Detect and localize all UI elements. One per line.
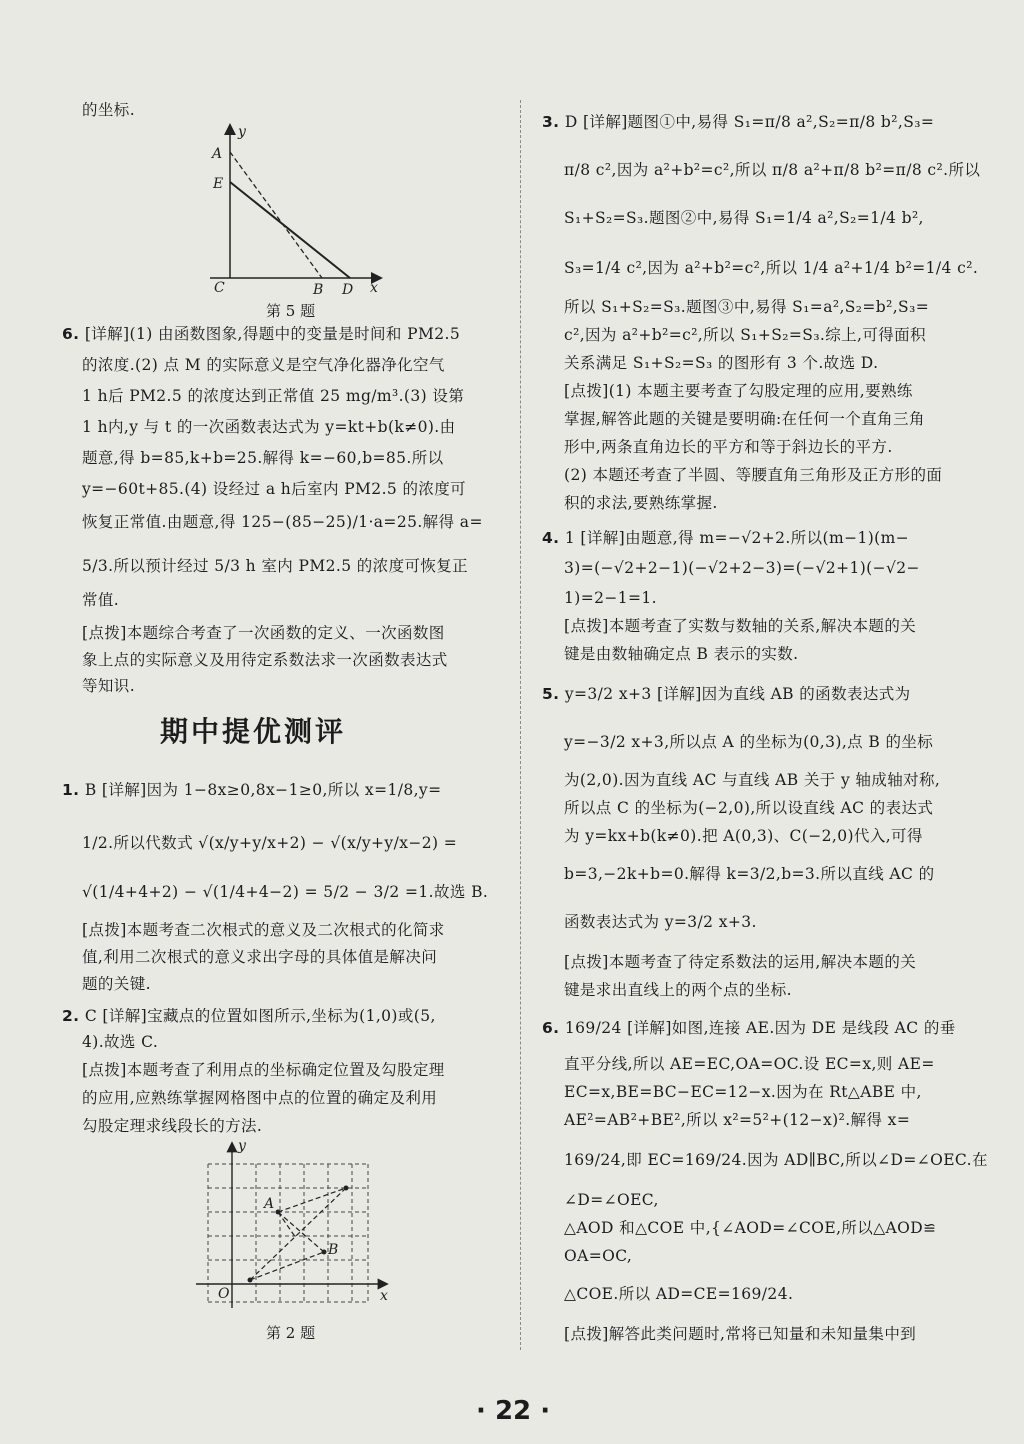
point-treasure (344, 1186, 349, 1191)
line-text: [点拨]本题考查了待定系数法的运用,解决本题的关 (564, 953, 917, 971)
figure-5-graph (196, 118, 396, 298)
line-text: 为(2,0).因为直线 AC 与直线 AB 关于 y 轴成轴对称, (564, 771, 941, 789)
line-text: S₃=1/4 c²,因为 a²+b²=c²,所以 1/4 a²+1/4 b²=1/4 c². (564, 259, 979, 277)
line-text: 的浓度.(2) 点 M 的实际意义是空气净化器净化空气 (82, 356, 445, 374)
line-text: 关系满足 S₁+S₂=S₃ 的图形有 3 个.故选 D. (564, 354, 879, 372)
q-number: 4. (542, 529, 560, 547)
line-text: [点拨]本题考查了实数与数轴的关系,解决本题的关 (564, 617, 917, 635)
column-divider (520, 100, 521, 1350)
line-text: 的应用,应熟练掌握网格图中点的位置的确定及利用 (82, 1089, 438, 1107)
line-text: EC=x,BE=BC−EC=12−x.因为在 Rt△ABE 中, (564, 1083, 922, 1101)
line-text: 169/24,即 EC=169/24.因为 AD∥BC,所以∠D=∠OEC.在 (564, 1151, 988, 1169)
point-B-label: B (328, 1242, 339, 1258)
line-text: [详解](1) 由函数图象,得题中的变量是时间和 PM2.5 (84, 325, 461, 343)
page-number (476, 1396, 550, 1426)
line-text: 3)=(−√2+2−1)(−√2+2−3)=(−√2+1)(−√2− (564, 559, 920, 577)
line-text: 所以 S₁+S₂=S₃.题图③中,易得 S₁=a²,S₂=b²,S₃= (564, 298, 930, 316)
line-text: 形中,两条直角边长的平方和等于斜边长的平方. (564, 438, 893, 456)
line-text: 为 y=kx+b(k≠0).把 A(0,3)、C(−2,0)代入,可得 (564, 827, 923, 845)
q-number: 6. (542, 1019, 560, 1037)
line-text: y=−3/2 x+3,所以点 A 的坐标为(0,3),点 B 的坐标 (564, 733, 934, 751)
line-text: [点拨]本题考查了利用点的坐标确定位置及勾股定理 (82, 1061, 445, 1079)
line-text: [点拨]本题综合考查了一次函数的定义、一次函数图 (82, 624, 445, 642)
point-D-label: D (342, 282, 354, 298)
line-text: y=3/2 x+3 [详解]因为直线 AB 的函数表达式为 (564, 685, 911, 703)
axis-y-label: y (238, 1138, 246, 1154)
point-B (322, 1250, 327, 1255)
line-text: 1)=2−1=1. (564, 589, 657, 607)
line-text: 值,利用二次根式的意义求出字母的具体值是解决问 (82, 948, 438, 966)
line-text: [点拨]本题考查二次根式的意义及二次根式的化简求 (82, 921, 445, 939)
q-number: 1. (62, 781, 80, 799)
line-text: 1/2.所以代数式 √(x/y+y/x+2) − √(x/y+y/x−2) = (82, 834, 458, 852)
figure-2-caption: 第 2 题 (266, 1324, 316, 1342)
figure-2-grid (186, 1138, 396, 1318)
point-A (276, 1210, 281, 1215)
line-text: S₁+S₂=S₃.题图②中,易得 S₁=1/4 a²,S₂=1/4 b², (564, 209, 924, 227)
q-number: 5. (542, 685, 560, 703)
line-text: [点拨]解答此类问题时,常将已知量和未知量集中到 (564, 1325, 917, 1343)
axis-y-label: y (238, 124, 246, 140)
point-E-label: E (213, 176, 224, 192)
line-text: y=−60t+85.(4) 设经过 a h后室内 PM2.5 的浓度可 (82, 480, 467, 498)
line-text: 象上点的实际意义及用待定系数法求一次函数表达式 (82, 651, 448, 669)
page-number-dot-right: · (540, 1396, 551, 1426)
line-text: π/8 c²,因为 a²+b²=c²,所以 π/8 a²+π/8 b²=π/8 c².所以 (564, 161, 981, 179)
line-text: 直平分线,所以 AE=EC,OA=OC.设 EC=x,则 AE= (564, 1055, 935, 1073)
line-text: 常值. (82, 591, 120, 609)
line-text: 169/24 [详解]如图,连接 AE.因为 DE 是线段 AC 的垂 (564, 1019, 956, 1037)
q-number: 3. (542, 113, 560, 131)
axis-x-label: x (380, 1288, 388, 1304)
line-text: ∠D=∠OEC, (564, 1191, 659, 1209)
intro-text: 的坐标. (82, 101, 136, 119)
point-A-label: A (264, 1196, 275, 1212)
line-text: 积的求法,要熟练掌握. (564, 494, 718, 512)
line-text: D [详解]题图①中,易得 S₁=π/8 a²,S₂=π/8 b²,S₃= (564, 113, 935, 131)
page-number-value: 22 (494, 1396, 532, 1426)
line-text: (2) 本题还考查了半圆、等腰直角三角形及正方形的面 (564, 466, 943, 484)
axis-x-label: x (370, 280, 378, 296)
line-text: 4).故选 C. (82, 1033, 159, 1051)
line-text: AE²=AB²+BE²,所以 x²=5²+(12−x)².解得 x= (564, 1111, 911, 1129)
point-A-label: A (212, 146, 223, 162)
line-ED (230, 182, 350, 278)
line-text: 1 [详解]由题意,得 m=−√2+2.所以(m−1)(m− (564, 529, 910, 547)
point-treasure-2 (248, 1278, 253, 1283)
line-text: b=3,−2k+b=0.解得 k=3/2,b=3.所以直线 AC 的 (564, 865, 935, 883)
line-text: 掌握,解答此题的关键是要明确:在任何一个直角三角 (564, 410, 925, 428)
line-text: 题的关键. (82, 975, 151, 993)
line-text: 等知识. (82, 677, 136, 695)
line-text: c²,因为 a²+b²=c²,所以 S₁+S₂=S₃.综上,可得面积 (564, 326, 926, 344)
line-AB (230, 152, 322, 278)
line-text: OA=OC, (564, 1247, 633, 1265)
line-text: √(1/4+4+2) − √(1/4+4−2) = 5/2 − 3/2 =1.故选 B. (82, 883, 489, 901)
line-text: 函数表达式为 y=3/2 x+3. (564, 913, 757, 931)
line-text: 题意,得 b=85,k+b=25.解得 k=−60,b=85.所以 (82, 449, 444, 467)
line-text: △COE.所以 AD=CE=169/24. (564, 1285, 794, 1303)
line-text: 勾股定理求线段长的方法. (82, 1117, 263, 1135)
line-text: 所以点 C 的坐标为(−2,0),所以设直线 AC 的表达式 (564, 799, 934, 817)
line-text: 1 h内,y 与 t 的一次函数表达式为 y=kt+b(k≠0).由 (82, 418, 456, 436)
line-text: 键是求出直线上的两个点的坐标. (564, 981, 792, 999)
point-B-label: B (313, 282, 324, 298)
line-text: 1 h后 PM2.5 的浓度达到正常值 25 mg/m³.(3) 设第 (82, 387, 465, 405)
line-text: [点拨](1) 本题主要考查了勾股定理的应用,要熟练 (564, 382, 913, 400)
line-text: 键是由数轴确定点 B 表示的实数. (564, 645, 799, 663)
line-text: 5/3.所以预计经过 5/3 h 室内 PM2.5 的浓度可恢复正 (82, 557, 469, 575)
line-text: B [详解]因为 1−8x≥0,8x−1≥0,所以 x=1/8,y= (84, 781, 442, 799)
figure-5-caption: 第 5 题 (266, 302, 316, 320)
line-text: △AOD 和△COE 中,{∠AOD=∠COE,所以△AOD≌ (564, 1219, 937, 1237)
q-number: 2. (62, 1007, 80, 1025)
page-number-dot-left: · (476, 1396, 486, 1426)
section-title: 期中提优测评 (160, 715, 347, 748)
q-number: 6. (62, 325, 80, 343)
point-C-label: C (214, 280, 225, 296)
origin-label: O (218, 1286, 230, 1302)
line-text: 恢复正常值.由题意,得 125−(85−25)/1·a=25.解得 a= (82, 513, 483, 531)
line-text: C [详解]宝藏点的位置如图所示,坐标为(1,0)或(5, (84, 1007, 436, 1025)
